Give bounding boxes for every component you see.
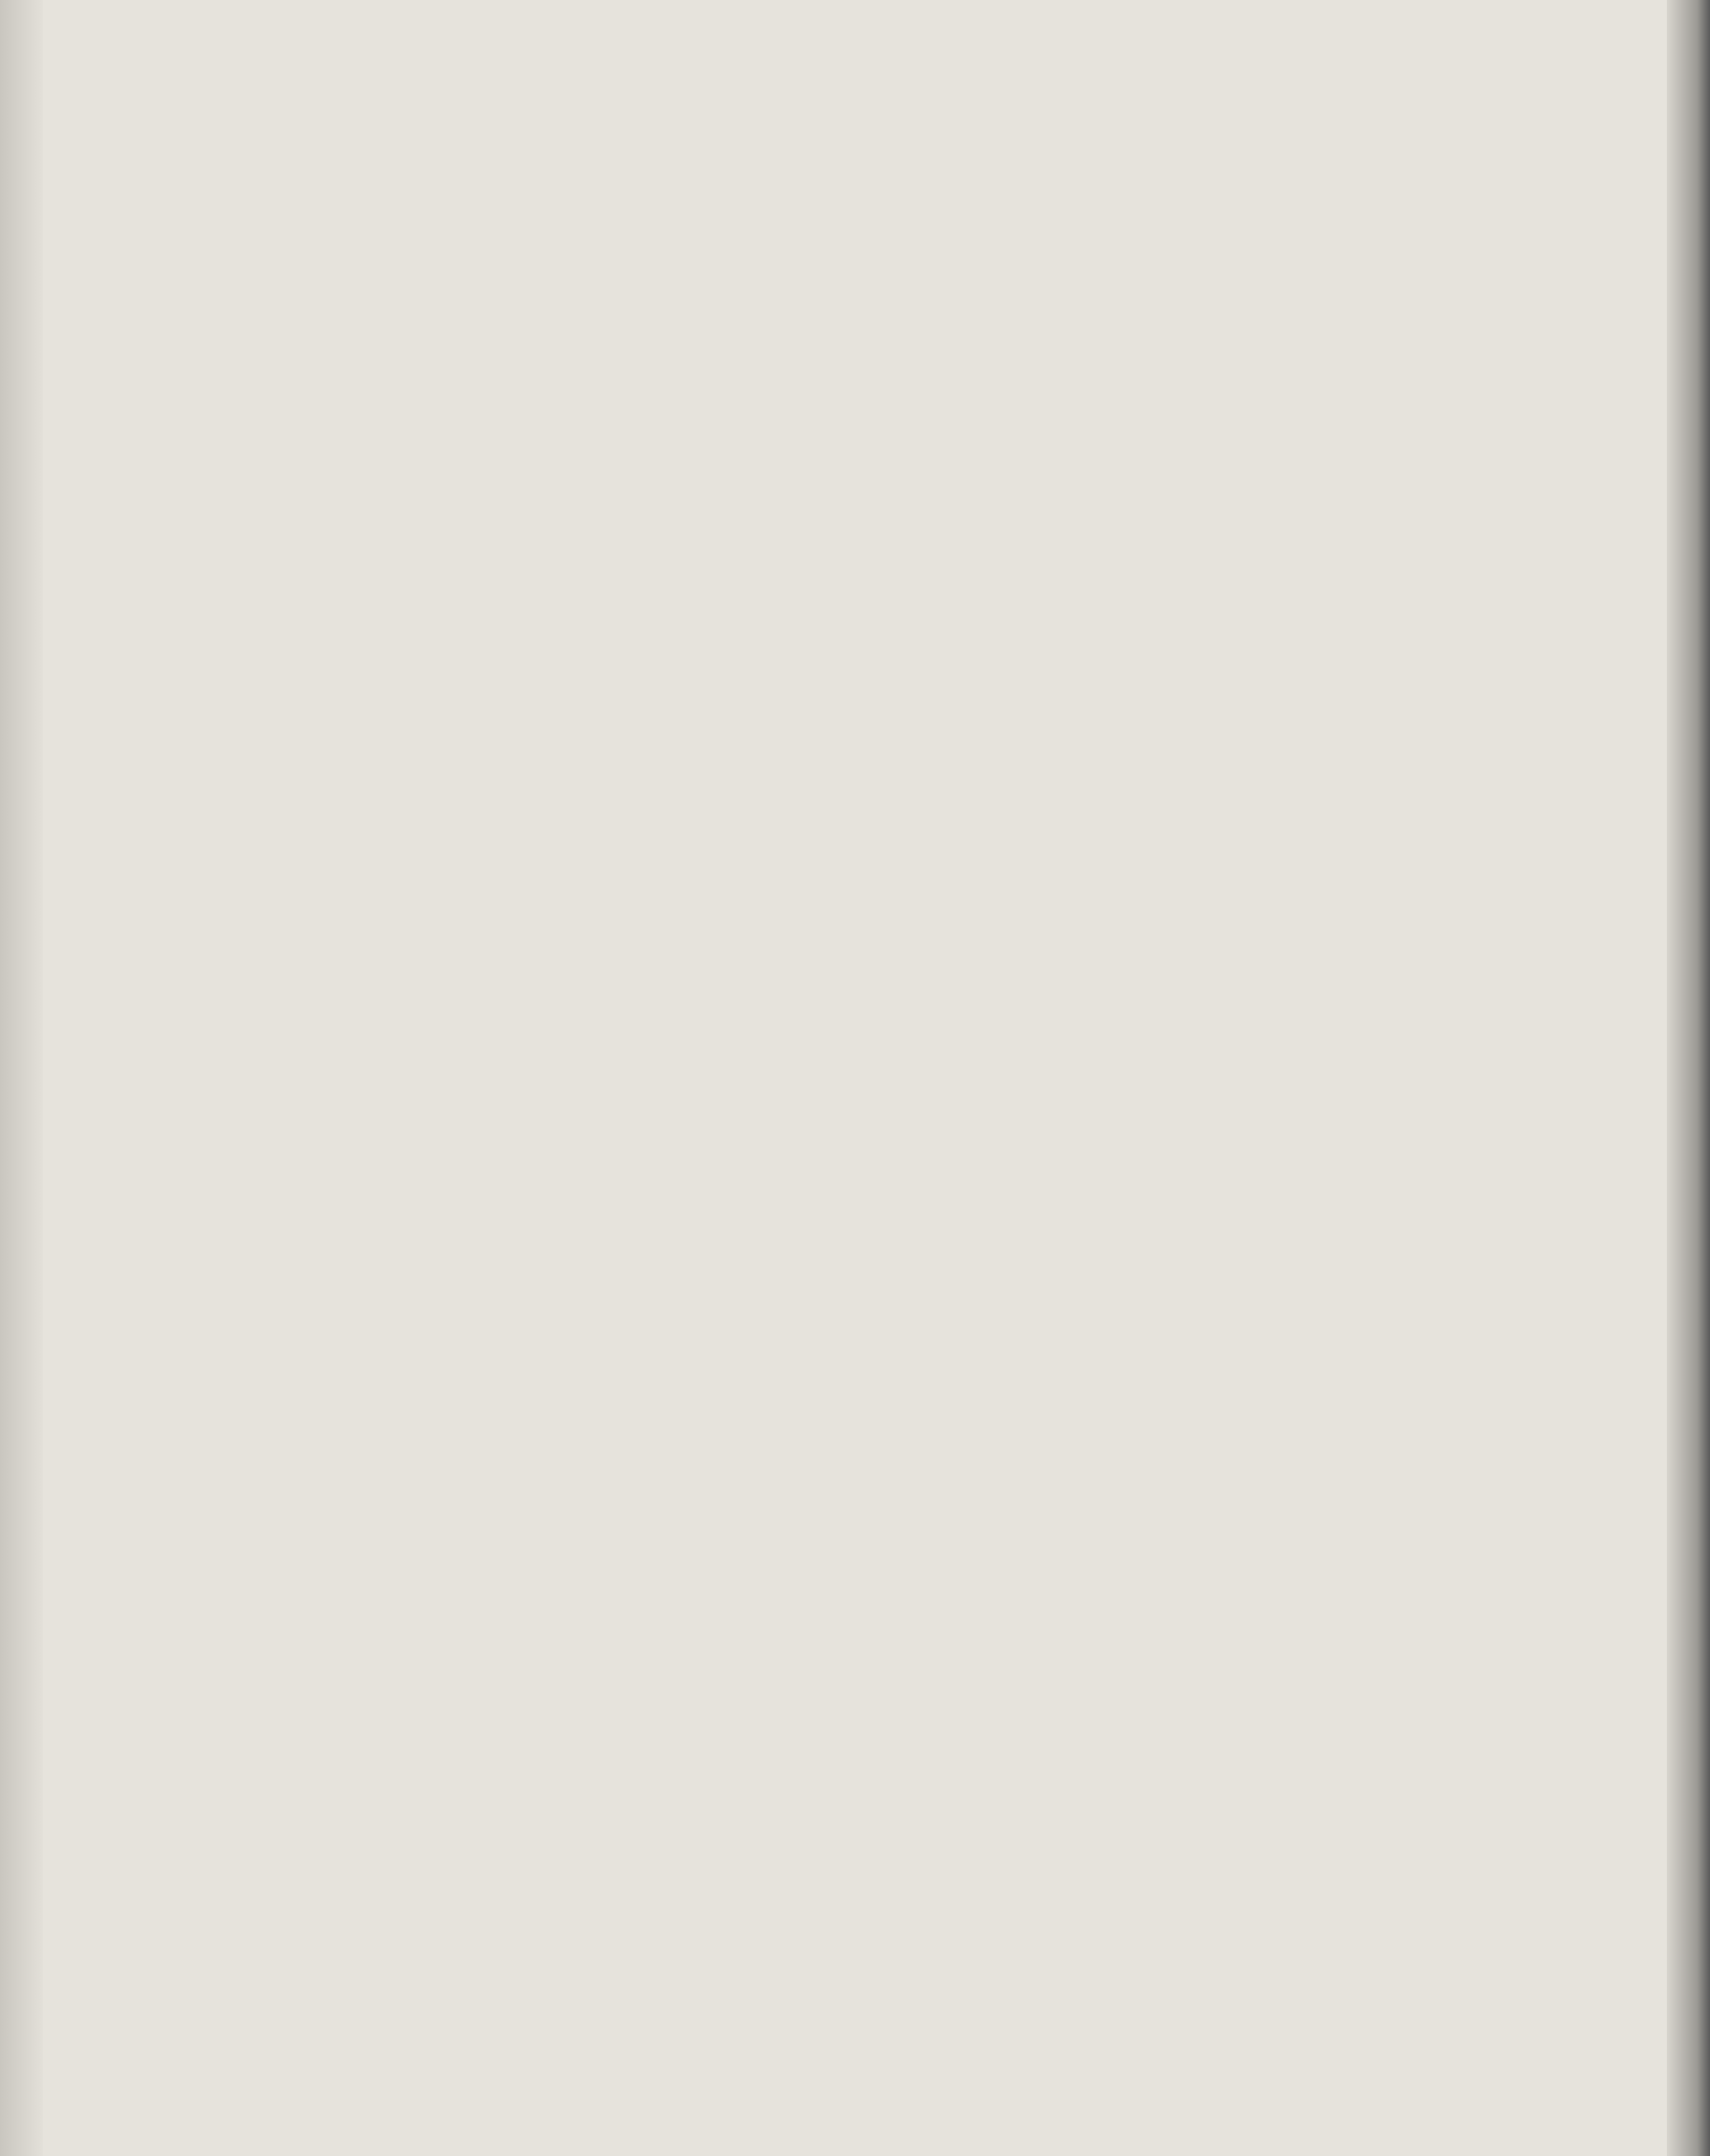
- page-edge-left: [0, 0, 43, 2156]
- rotated-tariff-page: [1647, 29, 1710, 2114]
